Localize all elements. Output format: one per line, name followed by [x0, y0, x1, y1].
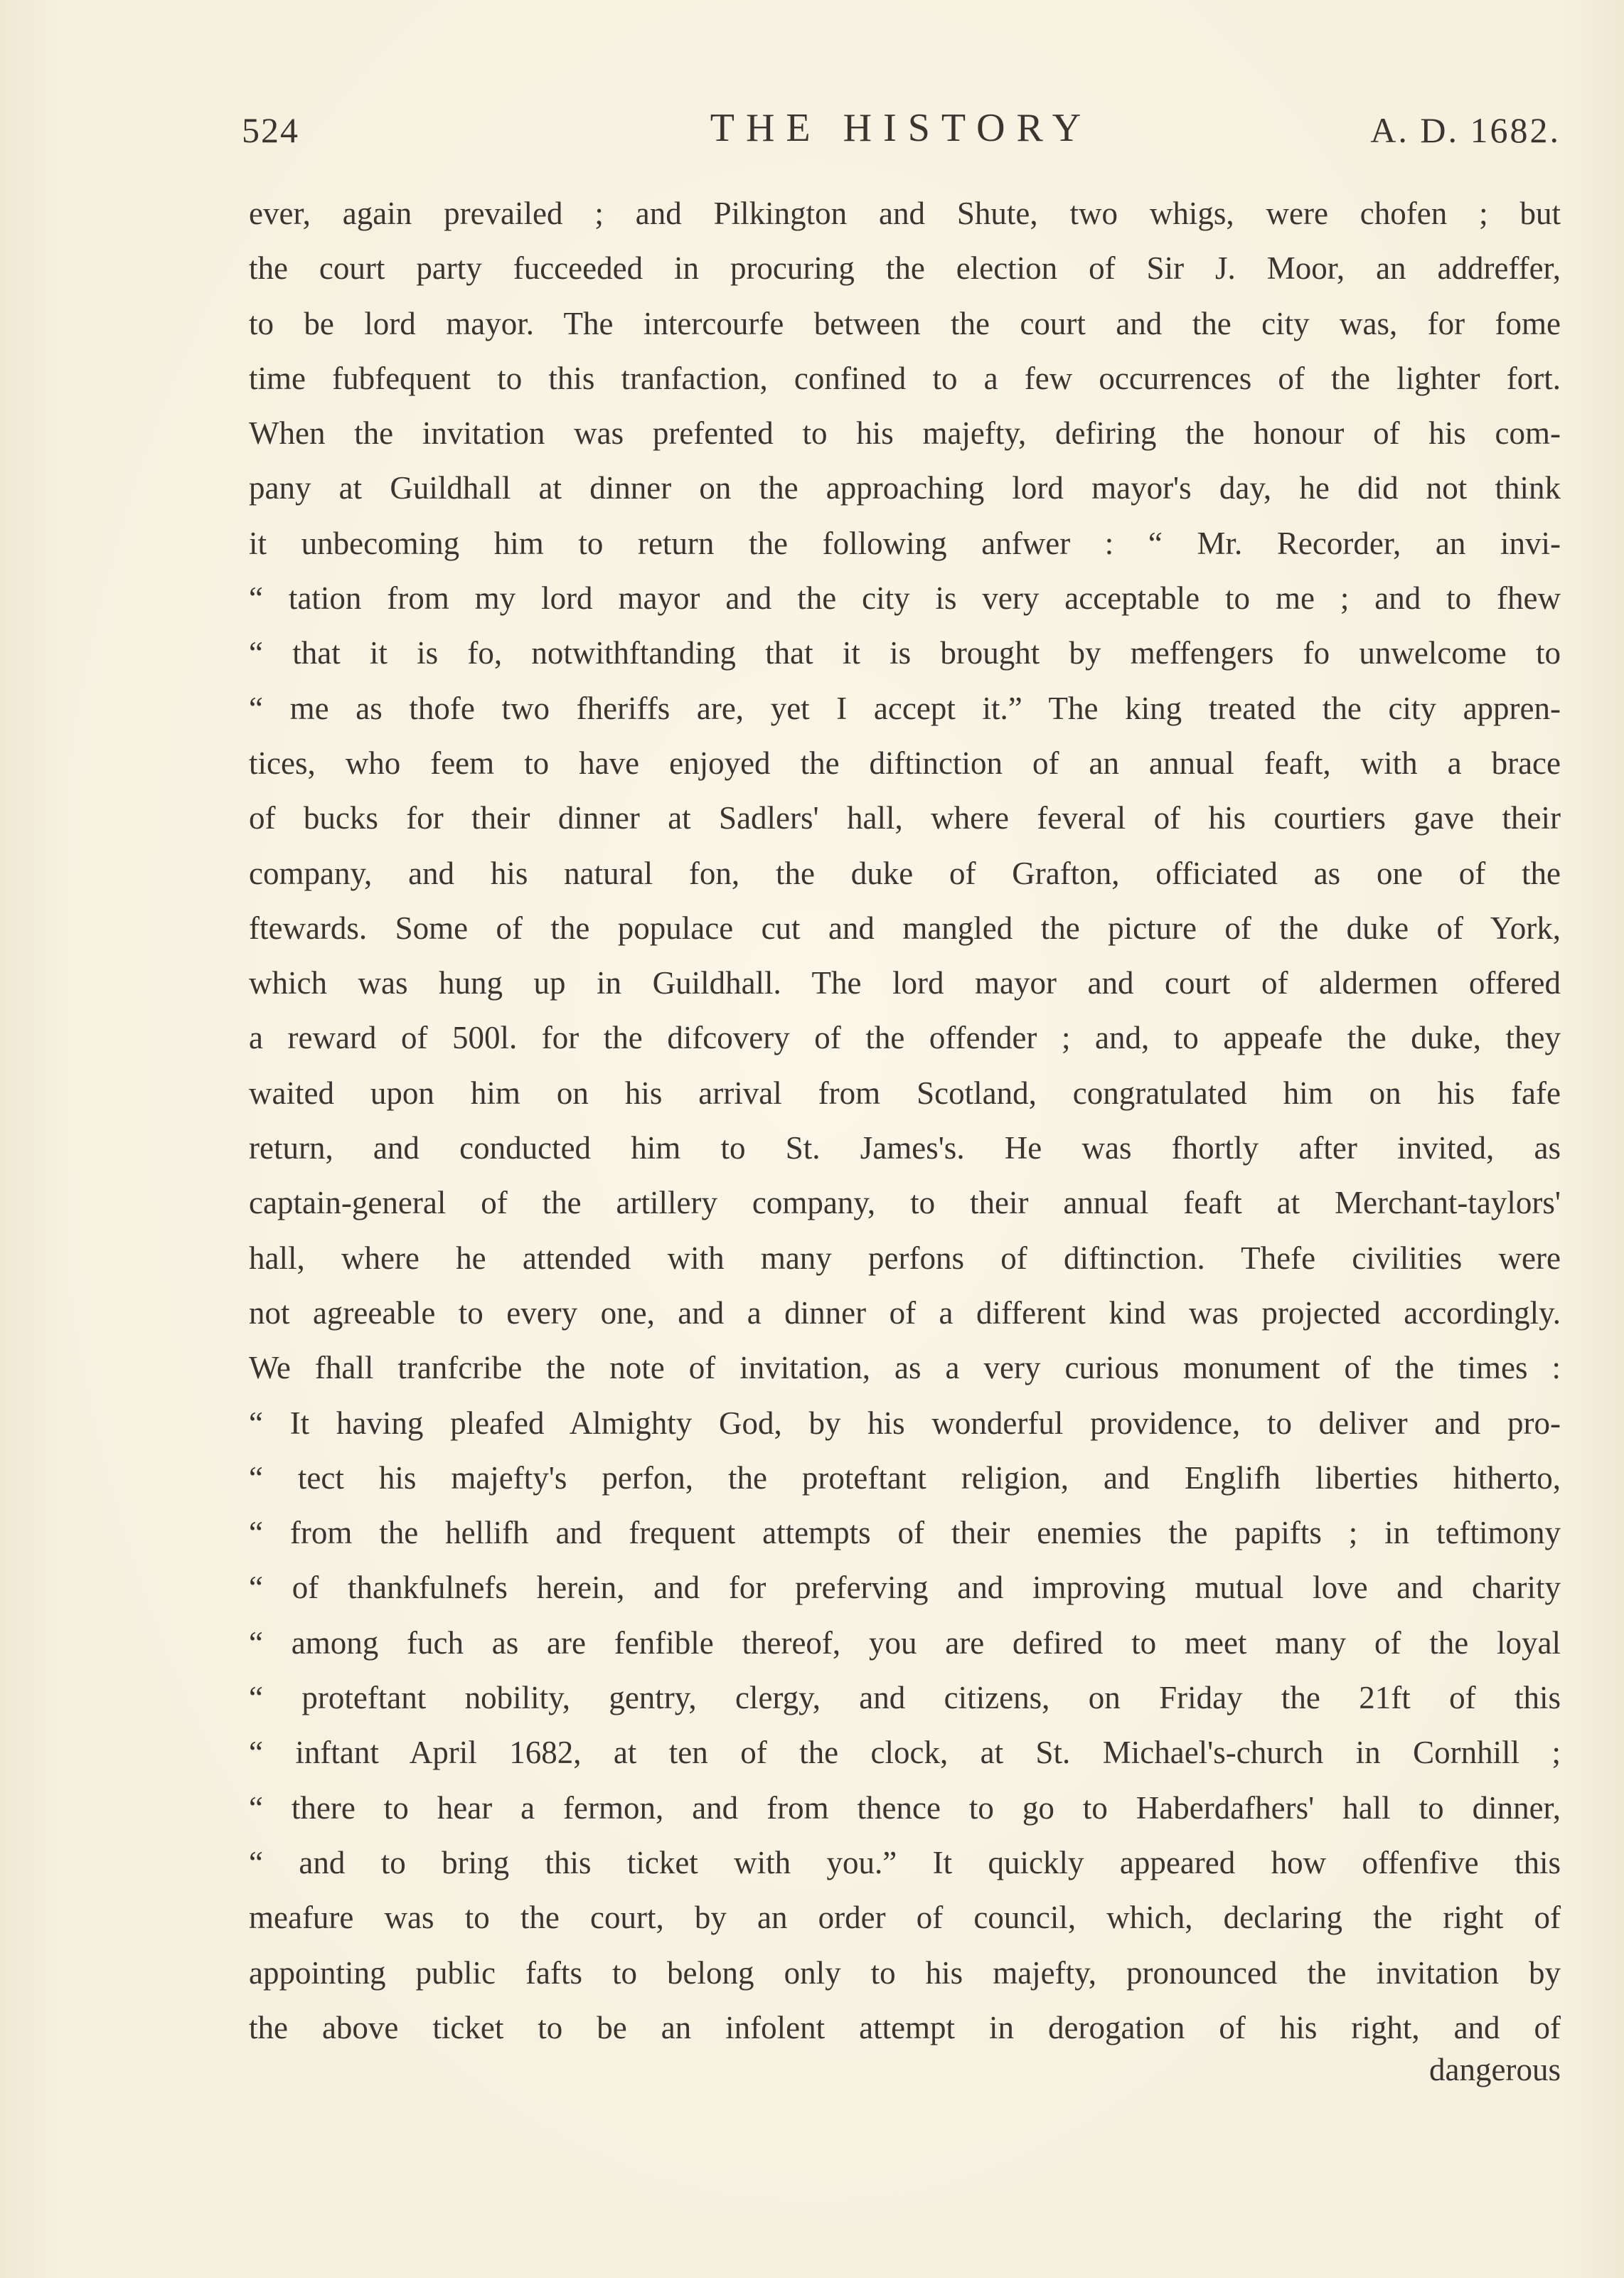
text-line: “ among fuch as are fenfible thereof, you are defired to meet many of the loyal [249, 1624, 1561, 1661]
text-line: “ from the hellifh and frequent attempts of their enemies the papifts ; in teftimony [249, 1515, 1561, 1551]
catchword: dangerous [1429, 2052, 1561, 2087]
page-number: 524 [242, 110, 299, 150]
body-text [249, 186, 1561, 2055]
text-line: waited upon him on his arrival from Scotland, congratulated him on his fafe [249, 1075, 1561, 1111]
text-line: pany at Guildhall at dinner on the approaching lord mayor's day, he did not think [249, 470, 1561, 506]
text-line: “ and to bring this ticket with you.” It quickly appeared how offenfive this [249, 1844, 1561, 1880]
text-line: “ that it is fo, notwithftanding that it is brought by meffengers fo unwelcome to [249, 635, 1561, 671]
running-title: THE HISTORY [710, 106, 1093, 150]
text-line: ftewards. Some of the populace cut and mangled the picture of the duke of York, [249, 910, 1561, 946]
text-line: meafure was to the court, by an order of council, which, declaring the right of [249, 1900, 1561, 1936]
text-line: “ tation from my lord mayor and the city is very acceptable to me ; and to fhew [249, 580, 1561, 617]
text-line: captain-general of the artillery company, to their annual feaft at Merchant-taylors' [249, 1185, 1561, 1221]
running-date: A. D. 1682. [1370, 110, 1561, 150]
text-line: it unbecoming him to return the following anfwer : “ Mr. Recorder, an invi- [249, 525, 1561, 561]
text-line: the above ticket to be an infolent attempt in derogation of his right, and of [249, 2009, 1561, 2045]
text-line: tices, who feem to have enjoyed the diftinction of an annual feaft, with a brace [249, 745, 1561, 781]
text-line: a reward of 500l. for the difcovery of the offender ; and, to appeafe the duke, they [249, 1020, 1561, 1056]
text-line: appointing public fafts to belong only to his majefty, pronounced the invitation by [249, 1954, 1561, 1991]
text-line: “ It having pleafed Almighty God, by his wonderful providence, to deliver and pro- [249, 1405, 1561, 1441]
text-line: “ proteftant nobility, gentry, clergy, and citizens, on Friday the 21ft of this [249, 1680, 1561, 1716]
text-line: “ of thankfulnefs herein, and for preferving and improving mutual love and charity [249, 1570, 1561, 1606]
running-header [242, 105, 1561, 155]
text-line: “ there to hear a fermon, and from thence to go to Haberdafhers' hall to dinner, [249, 1789, 1561, 1826]
text-line: return, and conducted him to St. James's. He was fhortly after invited, as [249, 1130, 1561, 1166]
text-line: “ me as thofe two fheriffs are, yet I accept it.” The king treated the city appren- [249, 690, 1561, 726]
text-line: time fubfequent to this tranfaction, confined to a few occurrences of the lighter fort. [249, 360, 1561, 396]
text-line: hall, where he attended with many perfons of diftinction. Thefe civilities were [249, 1240, 1561, 1276]
text-line: which was hung up in Guildhall. The lord mayor and court of aldermen offered [249, 965, 1561, 1001]
text-line: to be lord mayor. The intercourfe between the court and the city was, for fome [249, 305, 1561, 341]
text-line: “ tect his majefty's perfon, the proteftant religion, and Englifh liberties hitherto, [249, 1459, 1561, 1496]
text-line: When the invitation was prefented to his majefty, defiring the honour of his com- [249, 415, 1561, 452]
text-line: “ inftant April 1682, at ten of the clock, at St. Michael's-church in Cornhill ; [249, 1735, 1561, 1771]
text-line: ever, again prevailed ; and Pilkington and Shute, two whigs, were chofen ; but [249, 196, 1561, 231]
text-line: the court party fucceeded in procuring the election of Sir J. Moor, an addreffer, [249, 250, 1561, 287]
text-line: We fhall tranfcribe the note of invitation, as a very curious monument of the times : [249, 1350, 1561, 1386]
text-line: not agreeable to every one, and a dinner of a different kind was projected accordingly. [249, 1294, 1561, 1331]
text-line: of bucks for their dinner at Sadlers' hall, where feveral of his courtiers gave their [249, 800, 1561, 836]
text-line: company, and his natural fon, the duke of Grafton, officiated as one of the [249, 855, 1561, 891]
